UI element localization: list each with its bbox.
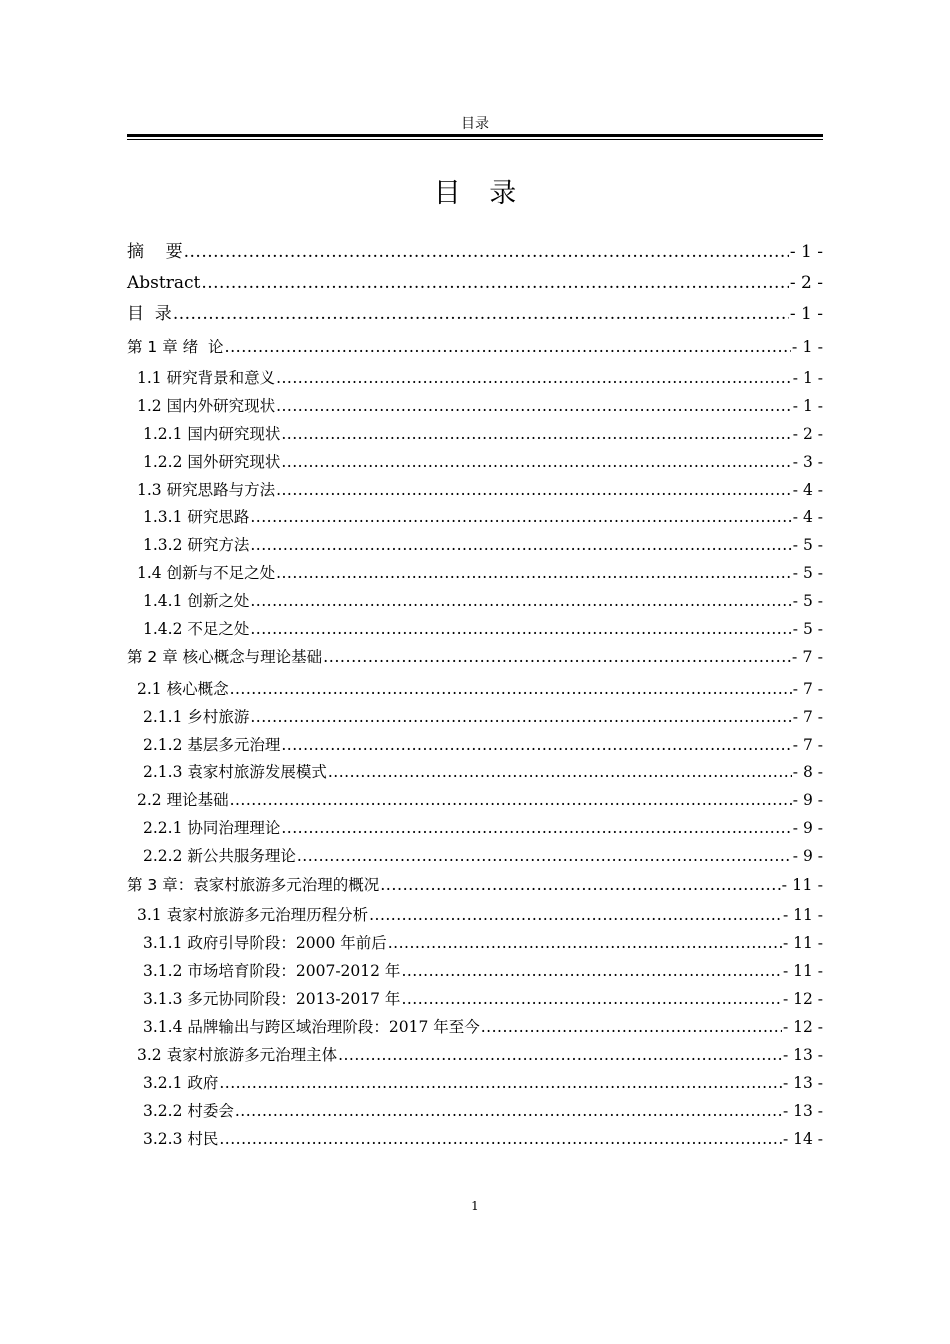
- toc-entry[interactable]: [137, 479, 823, 501]
- toc-dot-leader: [276, 367, 792, 389]
- toc-entry[interactable]: [137, 678, 823, 700]
- toc-entry-page: - 8 -: [792, 763, 823, 781]
- toc-dot-leader: [219, 1128, 782, 1150]
- toc-dot-leader: [250, 706, 791, 728]
- toc-entry-label: 3.1.1 政府引导阶段：2000 年前后: [143, 934, 387, 952]
- toc-entry[interactable]: [137, 367, 823, 389]
- toc-entry-page: - 1 -: [789, 242, 823, 262]
- toc-entry-label: 2.2.1 协同治理理论: [143, 819, 281, 837]
- toc-entry-page: - 3 -: [792, 453, 823, 471]
- toc-dot-leader: [388, 932, 782, 954]
- toc-entry-page: - 4 -: [792, 481, 823, 499]
- toc-entry[interactable]: [137, 904, 823, 926]
- toc-entry[interactable]: [143, 506, 823, 528]
- toc-entry-page: - 5 -: [792, 620, 823, 638]
- toc-entry[interactable]: [127, 646, 823, 668]
- toc-dot-leader: [281, 423, 791, 445]
- header-rule-thin: [127, 139, 823, 140]
- toc-dot-leader: [250, 590, 791, 612]
- toc-entry[interactable]: [143, 1072, 823, 1094]
- toc-entry-label: 第 1 章 绪 论: [127, 338, 224, 356]
- toc-entry[interactable]: [143, 988, 823, 1010]
- toc-entry-label: 3.2.2 村委会: [143, 1102, 234, 1120]
- toc-entry-label: 第 3 章：袁家村旅游多元治理的概况: [127, 876, 380, 894]
- toc-entry-page: - 5 -: [792, 536, 823, 554]
- toc-entry-label: 第 2 章 核心概念与理论基础: [127, 648, 323, 666]
- running-header: 目录: [461, 116, 489, 132]
- toc-entry-page: - 11 -: [781, 875, 823, 894]
- toc-entry-label: 2.1.1 乡村旅游: [143, 708, 250, 726]
- toc-entry-page: - 7 -: [792, 680, 823, 698]
- toc-dot-leader: [401, 960, 782, 982]
- toc-dot-leader: [235, 1100, 782, 1122]
- toc-dot-leader: [184, 241, 789, 263]
- toc-entry-label: 摘 要: [127, 242, 183, 262]
- toc-entry-label: 1.3.2 研究方法: [143, 536, 250, 554]
- toc-entry[interactable]: [143, 734, 823, 756]
- toc-entry-page: - 1 -: [792, 397, 823, 415]
- toc-dot-leader: [323, 646, 791, 668]
- toc-dot-leader: [276, 395, 792, 417]
- toc-entry-page: - 11 -: [782, 906, 823, 924]
- toc-entry[interactable]: [137, 789, 823, 811]
- toc-entry-label: 2.1.2 基层多元治理: [143, 736, 281, 754]
- toc-dot-leader: [369, 904, 782, 926]
- toc-entry-page: - 1 -: [792, 369, 823, 387]
- toc-entry-page: - 13 -: [782, 1046, 823, 1064]
- toc-entry-page: - 12 -: [782, 1018, 823, 1036]
- toc-entry-label: 1.2 国内外研究现状: [137, 397, 276, 415]
- toc-entry-page: - 12 -: [782, 990, 823, 1008]
- toc-dot-leader: [230, 678, 792, 700]
- toc-dot-leader: [338, 1044, 782, 1066]
- toc-dot-leader: [380, 874, 780, 896]
- toc-entry[interactable]: [143, 932, 823, 954]
- toc-entry-page: - 1 -: [789, 304, 823, 324]
- toc-title: 目 录: [433, 178, 527, 209]
- toc-entry-label: 1.3.1 研究思路: [143, 508, 250, 526]
- toc-entry-page: - 7 -: [792, 708, 823, 726]
- toc-dot-leader: [481, 1016, 782, 1038]
- toc-entry-page: - 4 -: [792, 508, 823, 526]
- toc-entry[interactable]: [143, 1016, 823, 1038]
- toc-entry-label: 1.3 研究思路与方法: [137, 481, 276, 499]
- toc-entry-page: - 14 -: [782, 1130, 823, 1148]
- toc-entry-label: 1.4.2 不足之处: [143, 620, 250, 638]
- toc-entry[interactable]: [143, 423, 823, 445]
- toc-entry[interactable]: [143, 451, 823, 473]
- toc-entry-page: - 5 -: [792, 564, 823, 582]
- toc-dot-leader: [173, 303, 789, 325]
- toc-entry[interactable]: [143, 817, 823, 839]
- toc-entry-label: 1.2.2 国外研究现状: [143, 453, 281, 471]
- toc-entry-page: - 13 -: [782, 1102, 823, 1120]
- toc-entry-page: - 1 -: [791, 337, 823, 356]
- toc-dot-leader: [401, 988, 782, 1010]
- toc-entry-label: 1.4.1 创新之处: [143, 592, 250, 610]
- header-rule-thick: [127, 134, 823, 137]
- toc-dot-leader: [250, 618, 791, 640]
- toc-entry-label: 2.1.3 袁家村旅游发展模式: [143, 763, 327, 781]
- toc-entry-label: 目 录: [127, 304, 172, 324]
- toc-entry[interactable]: [137, 395, 823, 417]
- toc-entry[interactable]: [143, 618, 823, 640]
- toc-entry[interactable]: [143, 1128, 823, 1150]
- toc-dot-leader: [250, 534, 791, 556]
- toc-entry-label: 3.1.4 品牌输出与跨区域治理阶段：2017 年至今: [143, 1018, 480, 1036]
- toc-entry-page: - 7 -: [792, 736, 823, 754]
- toc-entry[interactable]: [127, 272, 823, 294]
- page-number: 1: [471, 1199, 479, 1213]
- toc-dot-leader: [276, 562, 792, 584]
- toc-entry[interactable]: [127, 303, 823, 325]
- toc-entry-label: 3.1.3 多元协同阶段：2013-2017 年: [143, 990, 401, 1008]
- toc-entry[interactable]: [127, 241, 823, 263]
- toc-entry-page: - 13 -: [782, 1074, 823, 1092]
- toc-dot-leader: [281, 734, 791, 756]
- toc-dot-leader: [281, 817, 791, 839]
- toc-dot-leader: [201, 272, 789, 294]
- toc-dot-leader: [225, 336, 791, 358]
- toc-dot-leader: [230, 789, 792, 811]
- toc-entry-label: 3.2.1 政府: [143, 1074, 219, 1092]
- toc-entry-label: 3.1.2 市场培育阶段：2007-2012 年: [143, 962, 401, 980]
- toc-entry[interactable]: [127, 874, 823, 896]
- toc-entry-label: 3.2.3 村民: [143, 1130, 219, 1148]
- toc-entry[interactable]: [143, 960, 823, 982]
- toc-dot-leader: [219, 1072, 782, 1094]
- toc-entry-page: - 2 -: [789, 273, 823, 293]
- toc-entry[interactable]: [143, 706, 823, 728]
- toc-entry[interactable]: [143, 845, 823, 867]
- toc-entry-page: - 7 -: [791, 647, 823, 666]
- toc-entry[interactable]: [143, 1100, 823, 1122]
- toc-entry-label: 2.1 核心概念: [137, 680, 229, 698]
- toc-entry-label: Abstract: [127, 273, 201, 293]
- toc-dot-leader: [328, 761, 792, 783]
- toc-entry-label: 1.1 研究背景和意义: [137, 369, 276, 387]
- toc-entry-label: 2.2.2 新公共服务理论: [143, 847, 296, 865]
- toc-dot-leader: [276, 479, 792, 501]
- toc-entry-label: 2.2 理论基础: [137, 791, 229, 809]
- toc-entry-label: 1.2.1 国内研究现状: [143, 425, 281, 443]
- toc-entry-page: - 2 -: [792, 425, 823, 443]
- toc-entry[interactable]: [143, 534, 823, 556]
- toc-entry-page: - 5 -: [792, 592, 823, 610]
- toc-entry-page: - 9 -: [792, 847, 823, 865]
- toc-entry-page: - 11 -: [782, 962, 823, 980]
- toc-entry[interactable]: [143, 590, 823, 612]
- toc-entry[interactable]: [137, 562, 823, 584]
- toc-entry-page: - 9 -: [792, 791, 823, 809]
- toc-entry-label: 3.2 袁家村旅游多元治理主体: [137, 1046, 338, 1064]
- toc-entry[interactable]: [143, 761, 823, 783]
- toc-entry-label: 3.1 袁家村旅游多元治理历程分析: [137, 906, 369, 924]
- toc-entry-page: - 11 -: [782, 934, 823, 952]
- toc-entry-page: - 9 -: [792, 819, 823, 837]
- toc-dot-leader: [297, 845, 792, 867]
- toc-dot-leader: [281, 451, 791, 473]
- toc-entry[interactable]: [127, 336, 823, 358]
- toc-entry[interactable]: [137, 1044, 823, 1066]
- toc-dot-leader: [250, 506, 791, 528]
- toc-entry-label: 1.4 创新与不足之处: [137, 564, 276, 582]
